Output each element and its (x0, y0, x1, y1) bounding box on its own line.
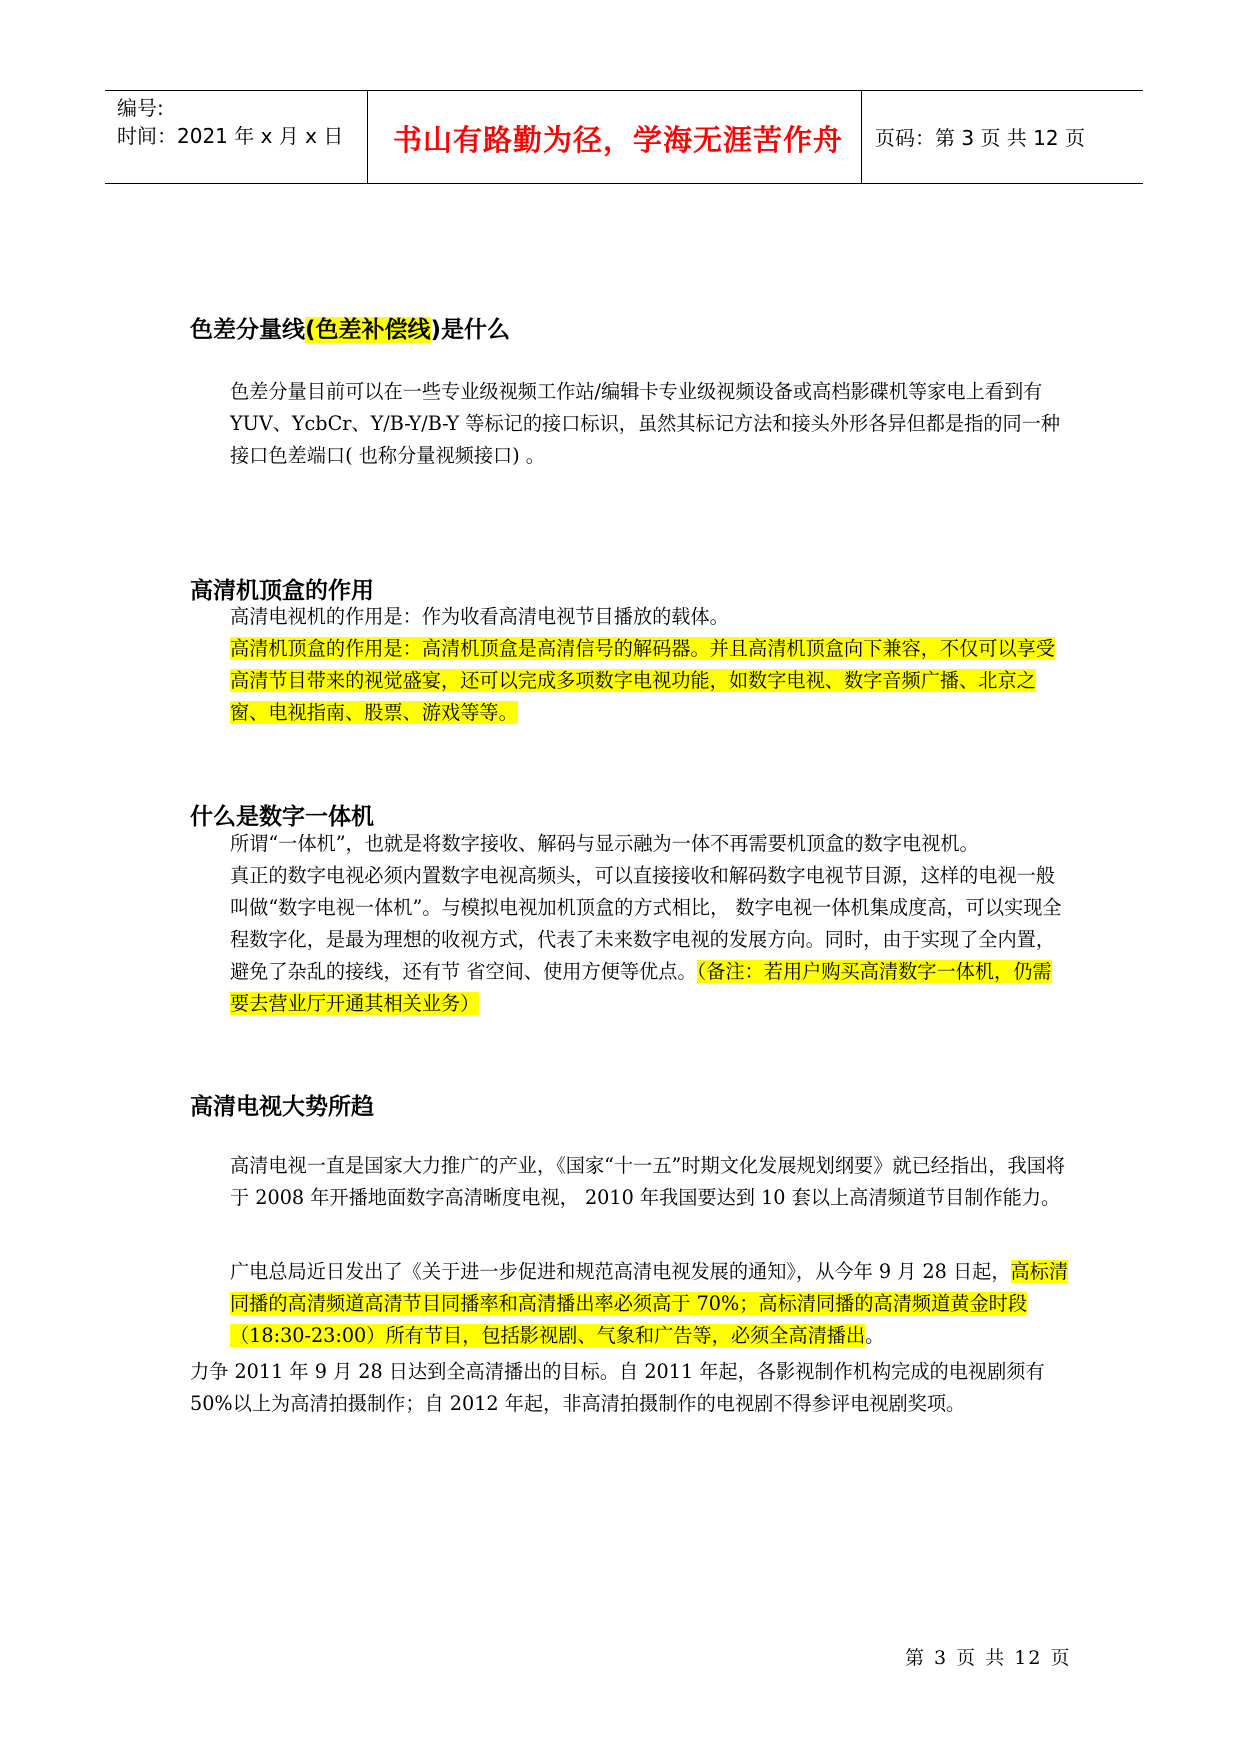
paragraph-4-1: 高清电视一直是国家大力推广的产业，《国家“十一五”时期文化发展规划纲要》就已经指出，我国将于 2008 年开播地面数字高清晰度电视， 2010 年我国要达到 10 套以上高清频道节目制作能力。 (230, 1154, 1066, 1209)
section-title-1 (190, 311, 510, 344)
page-footer: 第 3 页 共 12 页 (905, 1647, 1072, 1669)
paragraph-4-2-end: 。 (865, 1324, 885, 1347)
section-title-1-part-a: 色差分量线 (190, 317, 305, 343)
section-title-3: 什么是数字一体机 (190, 804, 374, 830)
paragraph-4-2-highlight: 高标清同播的高清频道高清节目同播率和高清播出率必须高于 70%；高标清同播的高清频道黄金时段（18:30-23:00）所有节目，包括影视剧、气象和广告等，必须全高清播出 (230, 1260, 1069, 1347)
paragraph-4-3: 力争 2011 年 9 月 28 日达到全高清播出的目标。自 2011 年起，各影视制作机构完成的电视剧须有 50%以上为高清拍摄制作；自 2012 年起，非高清拍摄制作的电视剧不得参评电视剧奖项。 (190, 1360, 1045, 1415)
paragraph-2-1: 高清电视机的作用是：作为收看高清电视节目播放的载体。 (230, 605, 729, 628)
header-divider-left (367, 90, 368, 184)
section-title-2: 高清机顶盒的作用 (190, 578, 374, 604)
header-bottom-rule (105, 183, 1143, 184)
header-time: 时间：2021 年 x 月 x 日 (117, 124, 344, 148)
paragraph-3-1: 所谓“一体机”，也就是将数字接收、解码与显示融为一体不再需要机顶盒的数字电视机。 (230, 832, 979, 855)
header-table (105, 90, 1143, 184)
paragraph-4-2 (190, 1256, 1070, 1352)
paragraph-1-1: 色差分量目前可以在一些专业级视频工作站/编辑卡专业级视频设备或高档影碟机等家电上看到有 YUV、YcbCr、Y/B-Y/B-Y 等标记的接口标识，虽然其标记方法和接头外形各异但都是指的同一种接口色差端口( 也称分量视频接口) 。 (230, 380, 1061, 467)
header-page-label: 页码：第 3 页 共 12 页 (875, 126, 1085, 150)
paragraph-3-2 (190, 860, 1070, 1020)
header-motto: 书山有路勤为径，学海无涯苦作舟 (392, 123, 843, 157)
section-title-4: 高清电视大势所趋 (190, 1094, 374, 1120)
header-number: 编号: (117, 96, 164, 120)
paragraph-2-2 (190, 633, 1070, 729)
paragraph-3-2-highlight: （备注：若用户购买高清数字一体机，仍需要去营业厅开通其相关业务） (230, 960, 1052, 1015)
section-title-1-highlight: (色差补偿线 (305, 317, 431, 343)
paragraph-3-2-text: 真正的数字电视必须内置数字电视高频头，可以直接接收和解码数字电视节目源，这样的电视一般叫做“数字电视一体机”。与模拟电视加机顶盒的方式相比， 数字电视一体机集成度高，可以实现全程数字化，是最为理想的收视方式，代表了未来数字电视的发展方向。同时，由于实现了全内置，避免了杂乱的接线，还有节 省空间、使用方便等优点。 (230, 864, 1062, 983)
paragraph-4-2-text: 广电总局近日发出了《关于进一步促进和规范高清电视发展的通知》，从今年 9 月 28 日起， (230, 1260, 1011, 1283)
header-top-rule (105, 90, 1143, 91)
paragraph-2-2-highlight: 高清机顶盒的作用是：高清机顶盒是高清信号的解码器。并且高清机顶盒向下兼容，不仅可以享受高清节目带来的视觉盛宴，还可以完成多项数字电视功能，如数字电视、数字音频广播、北京之窗、电视指南、股票、游戏等等。 (230, 637, 1056, 724)
section-title-1-part-b: )是什么 (430, 317, 511, 343)
header-meta (117, 94, 367, 150)
